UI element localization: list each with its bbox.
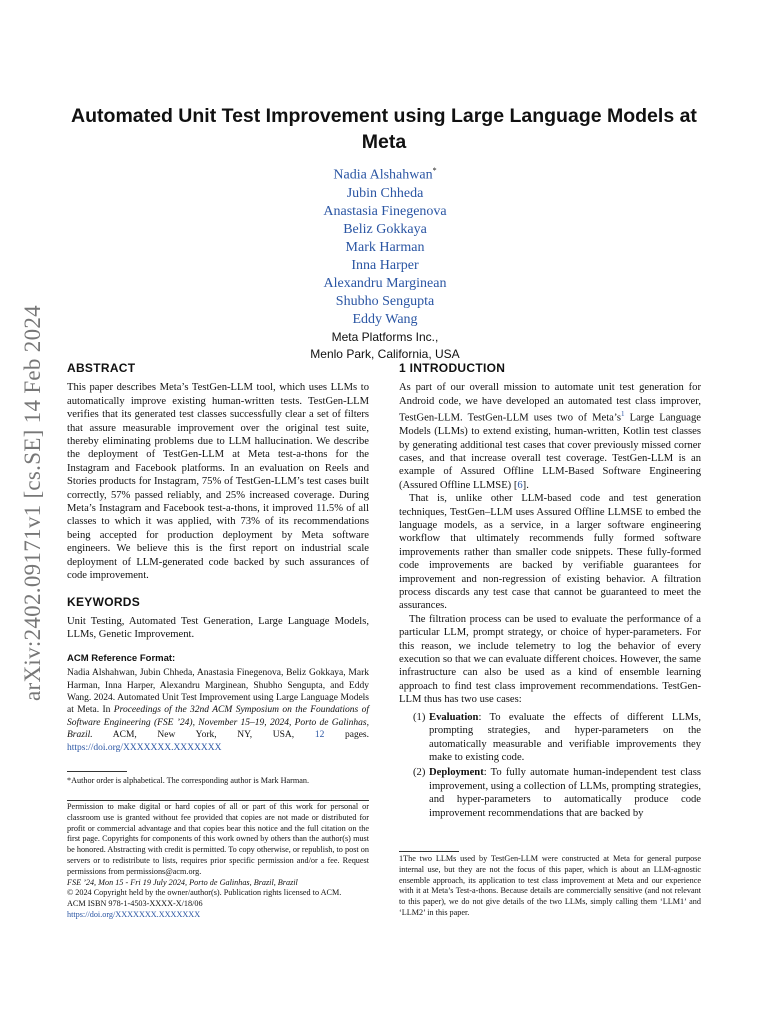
intro-paragraph: The filtration process can be used to evaluate the performance of a particular LLM, prompt strategy, or choice of hyper-parameters. For this reason, we include telemetry to log the behavior of every execution so that we can evaluate different choices. However, the same infrastructure can also be used as a kind of ensemble learning approach to find test class improvement recommendations. TestGen-LLM thus has two use cases: [399,613,701,706]
keywords-text: Unit Testing, Automated Test Generation, Large Language Models, LLMs, Genetic Improvement. [67,615,369,641]
permission-block [67,800,369,921]
abstract-text: This paper describes Meta’s TestGen-LLM tool, which uses LLMs to automatically improve existing human-written tests. TestGen-LLM verifies that its generated test classes successfully clear a set of filters that assure measurable improvement over the original test suite, thereby eliminating problems due to LLM hallucination. We describe the deployment of TestGen-LLM at Meta test-a-thons for the Instagram and Facebook platforms. In an evaluation on Reels and Stories products for Instagram, 75% of TestGen-LLM’s test cases built correctly, 57% passed reliably, and 25% increased coverage. During Meta’s Instagram and Facebook test-a-thons, it improved 11.5% of all classes to which it was applied, with 73% of its recommendations being accepted for production deployment by Meta software engineers. We believe this is the first report on industrial scale deployment of LLM-generated code backed by such assurances of code improvement. [67,382,369,582]
intro-paragraph: As part of our overall mission to automate unit test generation for Android code, we have developed an automated test class improver, TestGen-LLM. TestGen-LLM uses two of $Meta’s^1$ Large Language Models (LLMs) to extend existing, human-written, Kotlin test classes by generating additional test cases that cover previously missed corner cases, and that increase overall test coverage. TestGen-LLM is an example of Assured Offline LLM-Based Software Engineering (Assured Offline LLMSE) [6]. [399,382,701,491]
paper-title: Automated Unit Test Improvement using Large Language Models at Meta [71,105,697,153]
citation-link[interactable]: 6 [517,479,523,491]
author-name[interactable]: Nadia Alshahwan* [333,166,437,183]
right-column [399,362,701,822]
abstract-heading: ABSTRACT [67,361,136,375]
author-name[interactable]: Shubho Sengupta [335,293,435,309]
list-item: (2) Deployment: To fully automate human-independent test class improvement, using a collection of LLMs, prompting strategies, and hyper-parameters to automatically produce code improvement recommendations that are backed by [413,767,701,819]
author-footnote-mark: * [432,166,437,175]
arxiv-sidebar [18,275,48,730]
affiliation-line: Menlo Park, California, USA [310,346,460,361]
author-name[interactable]: Jubin Chheda [346,185,424,201]
author-name[interactable]: Alexandru Marginean [323,275,447,291]
footnote-1-link[interactable]: 1 [620,410,625,419]
author-name[interactable]: Mark Harman [345,239,425,255]
author-footnote: *Author order is alphabetical. The corresponding author is Mark Harman. [67,771,369,786]
author-block [160,162,610,363]
permission-text: Permission to make digital or hard copies of all or part of this work for personal or classroom use is granted without fee provided that copies are not made or distributed for profit or commercial advantage and that copies bear this notice and the full citation on the first page. Copyrights for components of this work owned by others than the author(s) must be honored. Abstracting with credit is permitted. To copy otherwise, or republish, to post on servers or to redistribute to lists, requires prior specific permission and/or a fee. Request permissions from permissions@acm.org. [67,802,369,876]
left-column [67,362,369,754]
reference-format-heading: ACM Reference Format: [67,652,176,664]
use-case-list [399,711,701,820]
list-item: (1) Evaluation: To evaluate the effects of different LLMs, prompting strategies, and hyper-parameters on the automatically measurable and verifiable improvements they make to existing code. [413,711,701,763]
isbn-line: ACM ISBN 978-1-4503-XXXX-X/18/06 [67,899,203,909]
footnote-rule [399,851,459,852]
author-name[interactable]: Beliz Gokkaya [343,221,427,237]
pages-link[interactable]: 12 [314,730,325,741]
author-name[interactable]: Inna Harper [351,257,419,273]
introduction-heading: 1 INTRODUCTION [399,361,506,375]
arxiv-id: arXiv:2402.09171v1 [cs.SE] 14 Feb 2024 [20,304,45,701]
affiliation-line: Meta Platforms Inc., [331,329,439,344]
keywords-heading: KEYWORDS [67,594,141,609]
intro-paragraph: That is, unlike other LLM-based code and test generation techniques, TestGen–LLM uses Assured Offline LLMSE to embed the language models, as a service, in a larger software engineering workflow that ultimately recommends fully formed software improvements rather than smaller code snippets. These fully-formed code improvements are backed by verifiable guarantees for improvement and non-regression of existing behavior. A filtration process discards any test case that cannot be guaranteed to meet the assurances. [399,493,701,612]
conference-line: FSE ’24, Mon 15 - Fri 19 July 2024, Porto de Galinhas, Brazil, Brazil [67,877,298,887]
author-name[interactable]: Eddy Wang [352,311,418,327]
copyright-line: © 2024 Copyright held by the owner/author(s). Publication rights licensed to ACM. [67,888,342,898]
doi-link[interactable]: https://doi.org/XXXXXXX.XXXXXXX [67,742,222,753]
llm-footnote: 1The two LLMs used by TestGen-LLM were constructed at Meta for general purpose internal use, but they are not the focus of this paper, which is about an LLM-agnostic ensemble approach, its application to test class improvement at Meta and our experience with it at Meta’s Test-a-thons. Because details are commercially sensitive (and not relevant to this paper), we do not give details of the two LLMs, simply calling them ‘LLM1’ and ‘LLM2’ in this paper. [399,851,701,919]
reference-format-text: Nadia Alshahwan, Jubin Chheda, Anastasia Finegenova, Beliz Gokkaya, Mark Harman, Inna Harper, Alexandru Marginean, Shubho Sengupta, and Eddy Wang. 2024. Automated Unit Test Improvement using Large Language Models at Meta. In Proceedings of the 32nd ACM Symposium on the Foundations of Software Engineering (FSE ’24), November 15–19, 2024, Porto de Galinhas, Brazil. ACM, New York, NY, USA, 12 pages. https://doi.org/XXXXXXX.XXXXXXX [67,668,369,753]
author-name[interactable]: Anastasia Finegenova [323,203,447,219]
footnote-rule [67,771,127,772]
permission-doi-link[interactable]: https://doi.org/XXXXXXX.XXXXXXX [67,909,201,919]
